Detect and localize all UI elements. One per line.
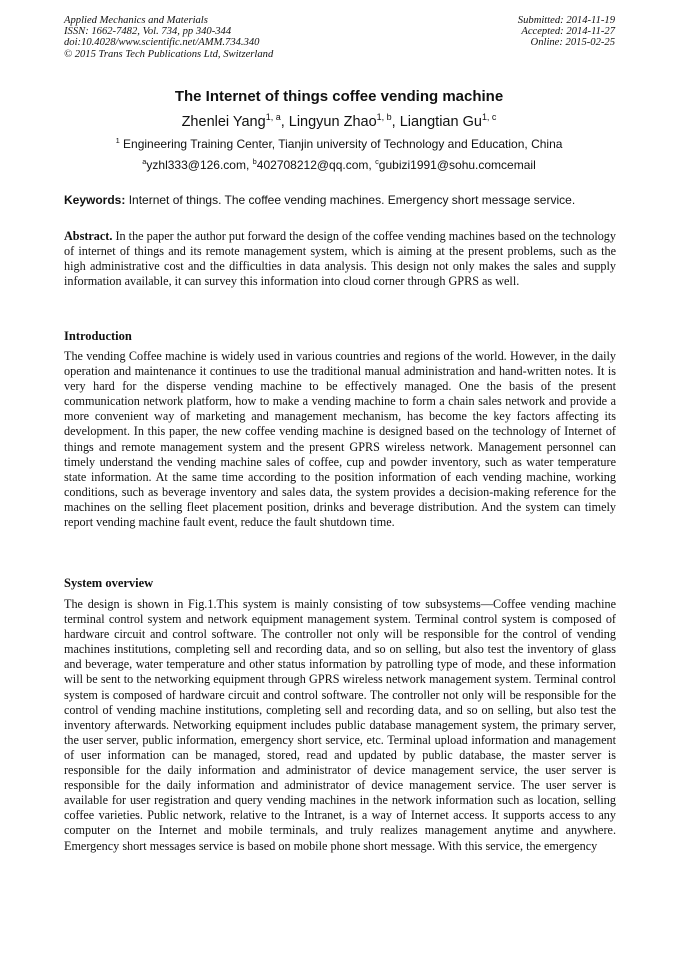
abstract-text: In the paper the author put forward the design of the coffee vending machines based on the technology of internet of things and its remote management system, which is aiming at the present problems, such as the high administrative cost and the difficulties in data analysis. This design not only makes the sales and supply information available, it can survey this information into cloud corner through GPRS as well.	[64, 229, 616, 289]
affiliation-mark: 1	[115, 136, 120, 145]
online-date: Online: 2015-02-25	[530, 37, 615, 49]
author-name: Lingyun Zhao	[288, 114, 377, 130]
author	[182, 114, 289, 130]
author-affil-mark: 1, b	[376, 112, 392, 123]
introduction-heading: Introduction	[64, 329, 132, 343]
author-separator: ,	[280, 114, 289, 130]
accepted-date: Accepted: 2014-11-27	[521, 26, 615, 38]
affiliation	[0, 137, 678, 151]
email-address: gubizi1991@sohu.comcemail	[378, 158, 536, 172]
journal-name: Applied Mechanics and Materials	[64, 15, 208, 26]
author-name: Liangtian Gu	[399, 114, 482, 130]
journal-info	[64, 15, 273, 60]
email-address: 402708212@qq.com	[256, 158, 369, 172]
author-list	[0, 114, 678, 130]
submitted-date: Submitted: 2014-11-19	[517, 15, 615, 26]
system-overview-heading: System overview	[64, 576, 154, 590]
copyright-line: © 2015 Trans Tech Publications Ltd, Switzerland	[64, 48, 274, 60]
system-overview-text: The design is shown in Fig.1.This system is mainly consisting of tow subsystems—Coffee vending machine terminal control system and network equipment management system. Terminal control system is composed of hardware circuit and control software. The controller not only will be responsible for the control of vending machines institutions, completing sell and recording data, and so on selling, but also test the inventory of glass and beverage, water temperature and other status information by patrolling type of mode, and these information will be sent to the networking equipment through GPRS wireless network management system. Terminal control system is composed of hardware circuit and control software. The controller not only will be responsible for the control of vending machine institutions, completing sell and recording data, and so on selling, but also test the inventory afterwards. Networking equipment includes public database management system, the primary server, the user server, public information, emergency short service, etc. Terminal upload information and management of user information can be managed, stored, read and updated by public database, the master server is responsible for the daily information and administrator of device management service, the user server is responsible for the daily information and administrator of device management service. The user server is available for user registration and query vending machines in the network information such as location, selling coffee varieties. Public network, relative to the Intranet, is a way of Internet access. It supports access to any computer on the Internet and mobile terminals, and truly realizes management anytime and anywhere. Emergency short messages service is based on mobile phone short message. With this service, the emergency	[64, 597, 616, 853]
doi-line: doi:10.4028/www.scientific.net/AMM.734.340	[64, 37, 260, 49]
author-affil-mark: 1, a	[265, 112, 281, 123]
introduction-text: The vending Coffee machine is widely used in various countries and regions of the world. However, in the daily operation and maintenance it continues to use the traditional manual administration and hand-written notes. It is very hard for the disperse vending machine to be effectively managed. One the basis of the present communication network platform, how to make a vending machine to form a chain sales network and provide a more convenient way of marketing and management mechanism, has become the key factors affecting its development. In this paper, the new coffee vending machine is designed based on the technology of Internet of things and remote management system and the present GPRS wireless network. Management personnel can timely understand the vending machine sales of coffee, cup and powder inventory, such as water temperature state information. At the same time according to the position information of each vending machine, working conditions, such as beverage inventory and sales data, the system provides a decision-making reference for the machines on the selling fleet placement position, drinks and beverage distribution. And the system can timely report vending machine fault event, reduce the fault shutdown time.	[64, 349, 616, 530]
paper-title: The Internet of things coffee vending machine	[174, 88, 504, 105]
email-entry	[253, 158, 375, 172]
email-entry	[375, 158, 536, 172]
abstract-label: Abstract.	[64, 229, 113, 243]
issn-line: ISSN: 1662-7482, Vol. 734, pp 340-344	[64, 26, 232, 38]
email-list	[0, 158, 678, 172]
keywords-text: Internet of things. The coffee vending machines. Emergency short message service.	[125, 193, 576, 207]
email-separator: ,	[245, 158, 253, 172]
author-affil-mark: 1, c	[481, 112, 497, 123]
keywords-label: Keywords:	[64, 193, 126, 207]
author-name: Zhenlei Yang	[181, 114, 266, 130]
affiliation-text: Engineering Training Center, Tianjin university of Technology and Education, China	[119, 137, 563, 151]
publication-dates	[518, 15, 615, 49]
email-entry	[142, 158, 252, 172]
abstract	[64, 229, 616, 289]
email-separator: ,	[368, 158, 376, 172]
email-mark: b	[252, 157, 257, 166]
keywords	[64, 193, 616, 207]
author	[289, 114, 400, 130]
author	[400, 114, 497, 130]
author-separator: ,	[391, 114, 400, 130]
email-mark: c	[375, 157, 379, 166]
email-address: yzhl333@126.com	[146, 158, 246, 172]
email-mark: a	[142, 157, 147, 166]
